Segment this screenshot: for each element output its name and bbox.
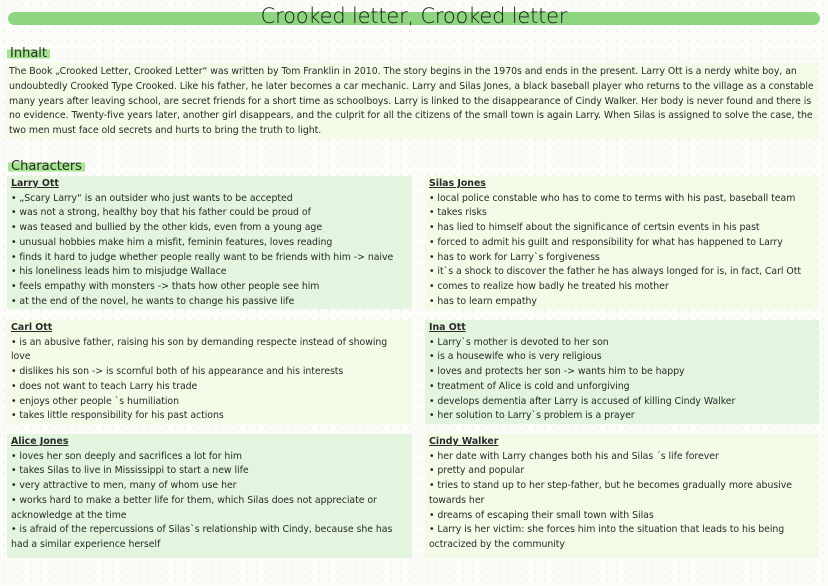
list-item: • tries to stand up to her step-father, but he becomes gradually more abusive towards her <box>429 480 792 506</box>
list-item: • was teased and bullied by the other kids, even from a young age <box>11 222 323 234</box>
list-item: • unusual hobbies make him a misfit, feminin features, loves reading <box>11 236 333 248</box>
character-name: Larry Ott <box>11 178 59 189</box>
list-item: • does not want to teach Larry his trade <box>11 380 198 392</box>
list-item: • at the end of the novel, he wants to change his passive life <box>11 295 295 307</box>
list-item: • her solution to Larry`s problem is a prayer <box>429 410 635 422</box>
character-card-carl-ott <box>7 320 412 424</box>
list-item: • Larry is her victim: she forces him into the situation that leads to his being octracized by the community <box>429 524 785 550</box>
list-item: • her date with Larry changes both his and Silas ´s life forever <box>429 450 719 462</box>
list-item: • is an abusive father, raising his son by demanding respecte instead of showing love <box>11 336 388 363</box>
list-item: • works hard to make a better life for them, which Silas does not appreciate or acknowledge at the time <box>11 494 377 521</box>
page-title: Crooked letter, Crooked letter <box>260 4 568 28</box>
character-name: Carl Ott <box>11 322 53 333</box>
character-name: Alice Jones <box>11 436 69 447</box>
list-item: • loves her son deeply and sacrifices a lot for him <box>11 450 242 462</box>
list-item: • Larry`s mother is devoted to her son <box>429 336 609 348</box>
list-item: • comes to realize how badly he treated his mother <box>429 280 669 292</box>
list-item: • has to learn empathy <box>429 295 537 307</box>
intro-paragraph: The Book „Crooked Letter, Crooked Letter“ was written by Tom Franklin in 2010. The story begins in the 1970s and ends in the present. Larry Ott is a nerdy white boy, an undoubtedly Crooked Type Crooked. Like his father, he later becomes a car mechanic. Larry and Silas Jones, a black baseball player who returns to the village as a constable many years after leaving school, are secret friends for a short time as schoolboys. Larry is linked to the disappearance of Cindy Walker. Her body is never found and there is no evidence. Twenty-five years later, another girl disappears, and the culprit for all the citizens of the small town is again Larry. When Silas is assigned to solve the case, the two men must face old secrets and hurts to bring the truth to light. <box>7 63 819 139</box>
list-item: • takes risks <box>429 207 487 219</box>
list-item: • enjoys other people `s humiliation <box>11 395 179 407</box>
character-name: Ina Ott <box>429 322 466 333</box>
list-item: • finds it hard to judge whether people really want to be friends with him -> naive <box>11 251 394 263</box>
list-item: • is a housewife who is very religious <box>429 351 602 363</box>
list-item: • feels empathy with monsters -> thats how other people see him <box>11 280 320 292</box>
list-item: • dreams of escaping their small town with Silas <box>429 509 654 521</box>
list-item: • „Scary Larry“ is an outsider who just wants to be accepted <box>11 192 293 204</box>
list-item: • forced to admit his guilt and responsibility for what has happened to Larry <box>429 236 783 248</box>
character-name: Silas Jones <box>429 178 486 189</box>
list-item: • pretty and popular <box>429 465 525 477</box>
list-item: • has lied to himself about the significance of certsin events in his past <box>429 222 760 234</box>
list-item: • very attractive to men, many of whom use her <box>11 480 237 492</box>
list-item: • loves and protects her son -> wants him to be happy <box>429 366 685 378</box>
list-item: • treatment of Alice is cold and unforgiving <box>429 380 630 392</box>
character-card-silas-jones <box>425 176 819 309</box>
character-card-ina-ott <box>425 320 819 424</box>
section-label-inhalt: Inhalt <box>7 46 50 61</box>
list-item: • takes little responsibility for his past actions <box>11 410 224 422</box>
character-name: Cindy Walker <box>429 436 499 447</box>
list-item: • has to work for Larry`s forgiveness <box>429 251 600 263</box>
list-item: • it`s a shock to discover the father he has always longed for is, in fact, Carl Ott <box>429 266 801 278</box>
character-card-alice-jones <box>7 434 412 558</box>
section-label-characters: Characters <box>8 159 85 174</box>
list-item: • takes Silas to live in Mississippi to start a new life <box>11 465 249 477</box>
list-item: • dislikes his son -> is scornful both of his appearance and his interests <box>11 366 344 378</box>
list-item: • is afraid of the repercussions of Silas`s relationship with Cindy, because she has had a similar experience herself <box>11 524 393 550</box>
character-card-larry-ott <box>7 176 412 309</box>
list-item: • local police constable who has to come to terms with his past, baseball team <box>429 192 796 204</box>
list-item: • was not a strong, healthy boy that his father could be proud of <box>11 207 311 219</box>
character-card-cindy-walker <box>425 434 819 558</box>
list-item: • develops dementia after Larry is accused of killing Cindy Walker <box>429 395 736 407</box>
list-item: • his loneliness leads him to misjudge Wallace <box>11 266 227 278</box>
